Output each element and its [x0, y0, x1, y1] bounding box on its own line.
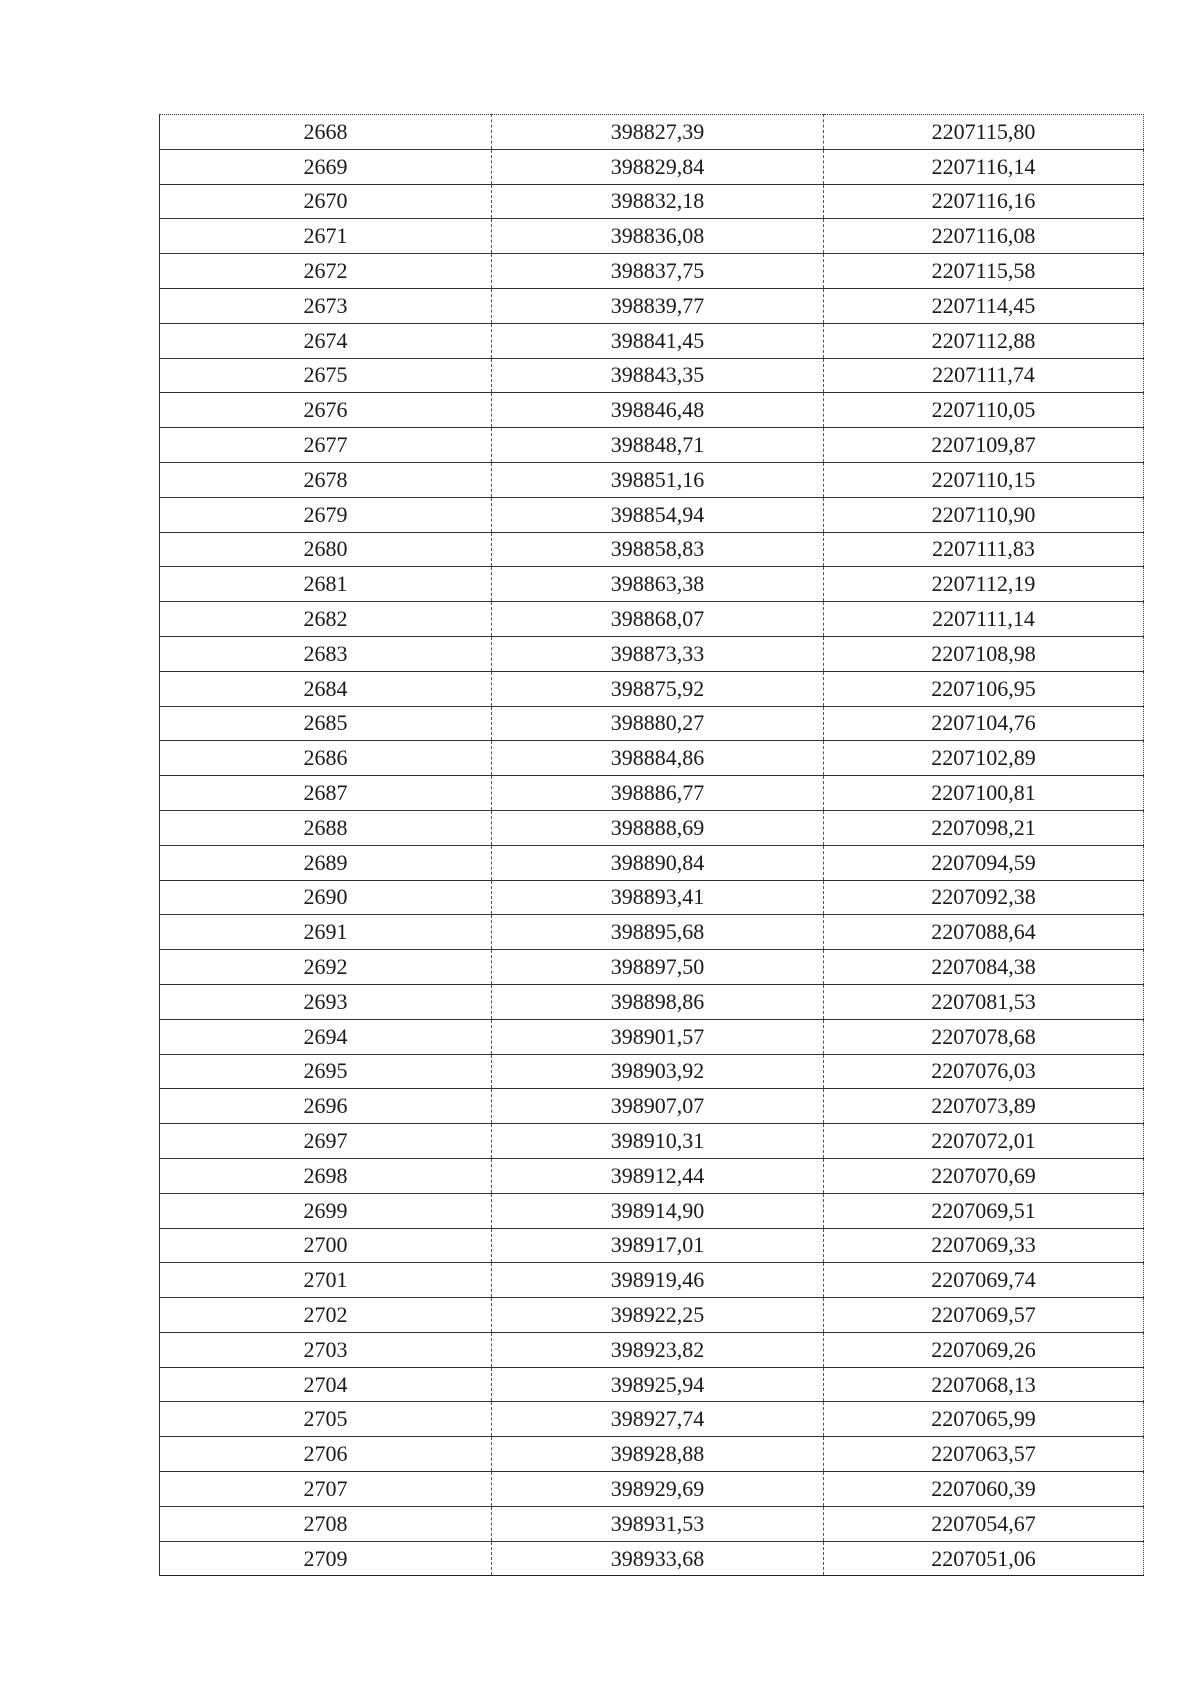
y-coordinate-cell: 2207104,76 — [824, 706, 1144, 741]
x-coordinate-cell: 398836,08 — [492, 219, 824, 254]
x-coordinate-cell: 398917,01 — [492, 1228, 824, 1263]
y-coordinate-cell: 2207054,67 — [824, 1506, 1144, 1541]
y-coordinate-cell: 2207108,98 — [824, 636, 1144, 671]
x-coordinate-cell: 398843,35 — [492, 358, 824, 393]
point-number-cell: 2706 — [160, 1437, 492, 1472]
point-number-cell: 2704 — [160, 1367, 492, 1402]
point-number-cell: 2684 — [160, 671, 492, 706]
table-row — [160, 915, 1144, 950]
point-number-cell: 2703 — [160, 1332, 492, 1367]
point-number-cell: 2691 — [160, 915, 492, 950]
point-number-cell: 2698 — [160, 1158, 492, 1193]
y-coordinate-cell: 2207078,68 — [824, 1019, 1144, 1054]
x-coordinate-cell: 398907,07 — [492, 1089, 824, 1124]
y-coordinate-cell: 2207110,05 — [824, 393, 1144, 428]
table-row — [160, 845, 1144, 880]
x-coordinate-cell: 398863,38 — [492, 567, 824, 602]
point-number-cell: 2692 — [160, 950, 492, 985]
table-row — [160, 428, 1144, 463]
x-coordinate-cell: 398839,77 — [492, 288, 824, 323]
y-coordinate-cell: 2207110,15 — [824, 462, 1144, 497]
x-coordinate-cell: 398858,83 — [492, 532, 824, 567]
x-coordinate-cell: 398854,94 — [492, 497, 824, 532]
y-coordinate-cell: 2207111,14 — [824, 602, 1144, 637]
x-coordinate-cell: 398846,48 — [492, 393, 824, 428]
table-row — [160, 497, 1144, 532]
y-coordinate-cell: 2207109,87 — [824, 428, 1144, 463]
y-coordinate-cell: 2207110,90 — [824, 497, 1144, 532]
table-row — [160, 1402, 1144, 1437]
x-coordinate-cell: 398929,69 — [492, 1472, 824, 1507]
y-coordinate-cell: 2207081,53 — [824, 984, 1144, 1019]
x-coordinate-cell: 398888,69 — [492, 810, 824, 845]
point-number-cell: 2702 — [160, 1298, 492, 1333]
table-row — [160, 636, 1144, 671]
x-coordinate-cell: 398875,92 — [492, 671, 824, 706]
x-coordinate-cell: 398914,90 — [492, 1193, 824, 1228]
table-row — [160, 254, 1144, 289]
x-coordinate-cell: 398848,71 — [492, 428, 824, 463]
table-row — [160, 219, 1144, 254]
point-number-cell: 2700 — [160, 1228, 492, 1263]
point-number-cell: 2699 — [160, 1193, 492, 1228]
y-coordinate-cell: 2207115,58 — [824, 254, 1144, 289]
point-number-cell: 2668 — [160, 115, 492, 150]
x-coordinate-cell: 398832,18 — [492, 184, 824, 219]
y-coordinate-cell: 2207111,83 — [824, 532, 1144, 567]
x-coordinate-cell: 398893,41 — [492, 880, 824, 915]
point-number-cell: 2674 — [160, 323, 492, 358]
point-number-cell: 2675 — [160, 358, 492, 393]
table-row — [160, 810, 1144, 845]
y-coordinate-cell: 2207060,39 — [824, 1472, 1144, 1507]
y-coordinate-cell: 2207102,89 — [824, 741, 1144, 776]
table-row — [160, 115, 1144, 150]
table-row — [160, 1054, 1144, 1089]
x-coordinate-cell: 398890,84 — [492, 845, 824, 880]
x-coordinate-cell: 398895,68 — [492, 915, 824, 950]
x-coordinate-cell: 398873,33 — [492, 636, 824, 671]
table-row — [160, 602, 1144, 637]
y-coordinate-cell: 2207070,69 — [824, 1158, 1144, 1193]
point-number-cell: 2669 — [160, 149, 492, 184]
x-coordinate-cell: 398910,31 — [492, 1124, 824, 1159]
y-coordinate-cell: 2207116,14 — [824, 149, 1144, 184]
y-coordinate-cell: 2207114,45 — [824, 288, 1144, 323]
x-coordinate-cell: 398841,45 — [492, 323, 824, 358]
y-coordinate-cell: 2207112,88 — [824, 323, 1144, 358]
y-coordinate-cell: 2207106,95 — [824, 671, 1144, 706]
y-coordinate-cell: 2207069,57 — [824, 1298, 1144, 1333]
y-coordinate-cell: 2207112,19 — [824, 567, 1144, 602]
point-number-cell: 2707 — [160, 1472, 492, 1507]
x-coordinate-cell: 398903,92 — [492, 1054, 824, 1089]
point-number-cell: 2683 — [160, 636, 492, 671]
y-coordinate-cell: 2207088,64 — [824, 915, 1144, 950]
table-row — [160, 393, 1144, 428]
table-row — [160, 1263, 1144, 1298]
point-number-cell: 2689 — [160, 845, 492, 880]
y-coordinate-cell: 2207115,80 — [824, 115, 1144, 150]
x-coordinate-cell: 398837,75 — [492, 254, 824, 289]
y-coordinate-cell: 2207065,99 — [824, 1402, 1144, 1437]
x-coordinate-cell: 398927,74 — [492, 1402, 824, 1437]
table-row — [160, 1089, 1144, 1124]
table-row — [160, 1367, 1144, 1402]
point-number-cell: 2687 — [160, 776, 492, 811]
x-coordinate-cell: 398851,16 — [492, 462, 824, 497]
coordinates-table — [159, 114, 1144, 1576]
y-coordinate-cell: 2207073,89 — [824, 1089, 1144, 1124]
x-coordinate-cell: 398886,77 — [492, 776, 824, 811]
table-row — [160, 706, 1144, 741]
table-row — [160, 776, 1144, 811]
table-row — [160, 1437, 1144, 1472]
y-coordinate-cell: 2207063,57 — [824, 1437, 1144, 1472]
table-row — [160, 741, 1144, 776]
table-row — [160, 532, 1144, 567]
table-row — [160, 984, 1144, 1019]
point-number-cell: 2671 — [160, 219, 492, 254]
x-coordinate-cell: 398919,46 — [492, 1263, 824, 1298]
x-coordinate-cell: 398933,68 — [492, 1541, 824, 1576]
table-row — [160, 1472, 1144, 1507]
x-coordinate-cell: 398928,88 — [492, 1437, 824, 1472]
table-row — [160, 567, 1144, 602]
x-coordinate-cell: 398922,25 — [492, 1298, 824, 1333]
x-coordinate-cell: 398868,07 — [492, 602, 824, 637]
x-coordinate-cell: 398880,27 — [492, 706, 824, 741]
y-coordinate-cell: 2207098,21 — [824, 810, 1144, 845]
y-coordinate-cell: 2207051,06 — [824, 1541, 1144, 1576]
table-row — [160, 1298, 1144, 1333]
table-row — [160, 184, 1144, 219]
point-number-cell: 2681 — [160, 567, 492, 602]
point-number-cell: 2673 — [160, 288, 492, 323]
y-coordinate-cell: 2207092,38 — [824, 880, 1144, 915]
y-coordinate-cell: 2207116,16 — [824, 184, 1144, 219]
point-number-cell: 2709 — [160, 1541, 492, 1576]
point-number-cell: 2688 — [160, 810, 492, 845]
y-coordinate-cell: 2207084,38 — [824, 950, 1144, 985]
x-coordinate-cell: 398898,86 — [492, 984, 824, 1019]
point-number-cell: 2686 — [160, 741, 492, 776]
table-row — [160, 1541, 1144, 1576]
y-coordinate-cell: 2207072,01 — [824, 1124, 1144, 1159]
table-row — [160, 1506, 1144, 1541]
table-row — [160, 1019, 1144, 1054]
point-number-cell: 2696 — [160, 1089, 492, 1124]
point-number-cell: 2685 — [160, 706, 492, 741]
x-coordinate-cell: 398897,50 — [492, 950, 824, 985]
point-number-cell: 2678 — [160, 462, 492, 497]
table-row — [160, 880, 1144, 915]
x-coordinate-cell: 398923,82 — [492, 1332, 824, 1367]
point-number-cell: 2693 — [160, 984, 492, 1019]
y-coordinate-cell: 2207116,08 — [824, 219, 1144, 254]
point-number-cell: 2672 — [160, 254, 492, 289]
y-coordinate-cell: 2207076,03 — [824, 1054, 1144, 1089]
table-row — [160, 1332, 1144, 1367]
table-row — [160, 462, 1144, 497]
point-number-cell: 2705 — [160, 1402, 492, 1437]
x-coordinate-cell: 398884,86 — [492, 741, 824, 776]
table-row — [160, 149, 1144, 184]
table-row — [160, 671, 1144, 706]
y-coordinate-cell: 2207100,81 — [824, 776, 1144, 811]
table-row — [160, 288, 1144, 323]
point-number-cell: 2676 — [160, 393, 492, 428]
x-coordinate-cell: 398829,84 — [492, 149, 824, 184]
table-row — [160, 1158, 1144, 1193]
point-number-cell: 2680 — [160, 532, 492, 567]
y-coordinate-cell: 2207069,74 — [824, 1263, 1144, 1298]
table-row — [160, 358, 1144, 393]
x-coordinate-cell: 398901,57 — [492, 1019, 824, 1054]
y-coordinate-cell: 2207069,33 — [824, 1228, 1144, 1263]
point-number-cell: 2690 — [160, 880, 492, 915]
point-number-cell: 2670 — [160, 184, 492, 219]
point-number-cell: 2679 — [160, 497, 492, 532]
coordinates-table-body — [160, 115, 1144, 1576]
point-number-cell: 2682 — [160, 602, 492, 637]
point-number-cell: 2708 — [160, 1506, 492, 1541]
table-row — [160, 1193, 1144, 1228]
x-coordinate-cell: 398925,94 — [492, 1367, 824, 1402]
point-number-cell: 2695 — [160, 1054, 492, 1089]
x-coordinate-cell: 398827,39 — [492, 115, 824, 150]
point-number-cell: 2701 — [160, 1263, 492, 1298]
x-coordinate-cell: 398912,44 — [492, 1158, 824, 1193]
x-coordinate-cell: 398931,53 — [492, 1506, 824, 1541]
point-number-cell: 2677 — [160, 428, 492, 463]
table-row — [160, 323, 1144, 358]
y-coordinate-cell: 2207069,51 — [824, 1193, 1144, 1228]
y-coordinate-cell: 2207068,13 — [824, 1367, 1144, 1402]
y-coordinate-cell: 2207069,26 — [824, 1332, 1144, 1367]
y-coordinate-cell: 2207111,74 — [824, 358, 1144, 393]
point-number-cell: 2697 — [160, 1124, 492, 1159]
y-coordinate-cell: 2207094,59 — [824, 845, 1144, 880]
table-row — [160, 950, 1144, 985]
point-number-cell: 2694 — [160, 1019, 492, 1054]
table-row — [160, 1124, 1144, 1159]
table-row — [160, 1228, 1144, 1263]
